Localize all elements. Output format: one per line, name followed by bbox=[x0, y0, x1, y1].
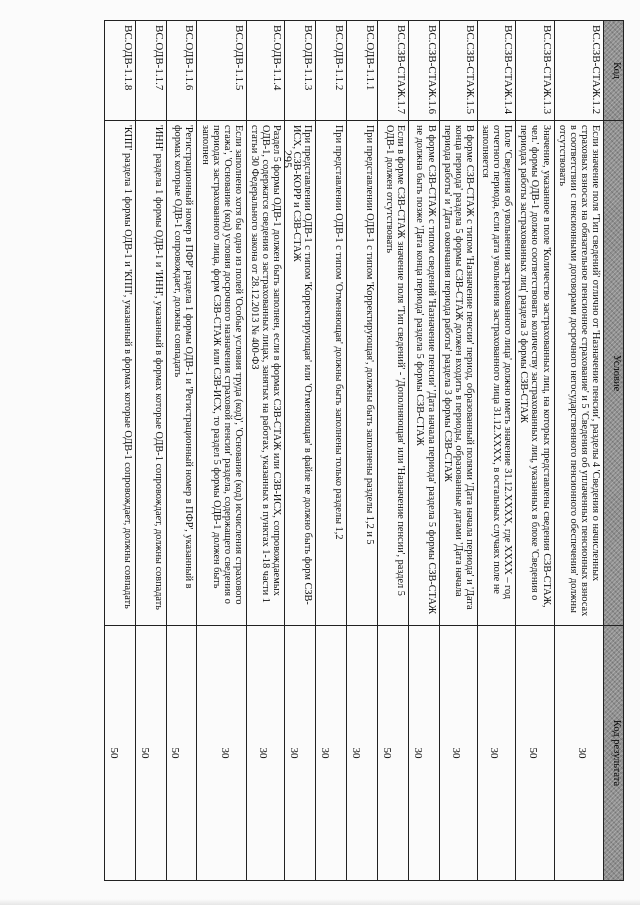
table-row bbox=[246, 21, 284, 881]
rules-table-wrapper bbox=[20, 20, 624, 880]
rule-condition-cell: В форме СЗВ-СТАЖ с типом сведений 'Назначение пенсии' 'Дата начала периода' раздела 5 формы СЗВ-СТАЖ не должна быть позже 'Дата конца периода' раздела 5 формы СЗВ-СТАЖ bbox=[408, 121, 439, 626]
table-row bbox=[439, 21, 477, 881]
table-row bbox=[197, 21, 246, 881]
rule-error-code-cell: 30 bbox=[246, 626, 284, 881]
rule-condition-cell: 'ИНН' раздела 1 формы ОДВ-1 и 'ИНН', указанный в формах которые ОДВ-1 сопровождает, должны совпадать bbox=[135, 121, 166, 626]
rule-condition-cell: 'КПП' раздела 1 формы ОДВ-1 и 'КПП', указанный в формах которые ОДВ-1 сопровождает, должны совпадать bbox=[104, 121, 135, 626]
table-row bbox=[554, 21, 603, 881]
rule-condition-cell: При представлении ОДВ-1 с типом 'Корректирующая', должны быть заполнены разделы 1,2 и 5 bbox=[346, 121, 377, 626]
rule-error-code-cell: 50 bbox=[166, 626, 197, 881]
table-row bbox=[377, 21, 408, 881]
header-row bbox=[604, 21, 624, 881]
rule-code-cell: ВС.СЗВ-СТАЖ.1.5 bbox=[439, 21, 477, 121]
table-row bbox=[104, 21, 135, 881]
rule-condition-cell: Если значение поля 'Тип сведений' отлично от 'Назначение пенсии', разделы 4 'Сведения о начисленных страховых взносах на обязательное пенсионное страхование' и 5 'Сведения об уплаченных пенсионных взносах в соответствии с пенсионными договорами досрочного негосударственного пенсионного обеспечения' должны отсутствовать bbox=[554, 121, 603, 626]
rule-code-cell: ВС.ОДВ-1.1.1 bbox=[346, 21, 377, 121]
header-code: Код bbox=[604, 21, 624, 121]
rule-error-code-cell: 30 bbox=[439, 626, 477, 881]
rule-condition-cell: При представлении ОДВ-1 с типом 'Корректирующая' или 'Отменяющая' в файле не должно быть форм СЗВ-ИСХ, СЗВ-КОРР и СЗВ-СТАЖ bbox=[285, 121, 316, 626]
rule-code-cell: ВС.СЗВ-СТАЖ.1.2 bbox=[554, 21, 603, 121]
rule-code-cell: ВС.ОДВ-1.1.2 bbox=[316, 21, 347, 121]
table-row bbox=[316, 21, 347, 881]
rule-code-cell: ВС.СЗВ-СТАЖ.1.4 bbox=[477, 21, 515, 121]
rule-condition-cell: Если в форме СЗВ-СТАЖ значение поля 'Тип сведений' - 'Дополняющая' или 'Назначение пенсии', раздел 5 ОДВ-1 должен отсутствовать bbox=[377, 121, 408, 626]
table-row bbox=[516, 21, 554, 881]
header-error-code: Код результата bbox=[604, 626, 624, 881]
rule-condition-cell: Раздел 5 формы ОДВ-1 должен быть заполнен, если в формах СЗВ-СТАЖ или СЗВ-ИСХ, сопровождаемых ОДВ-1, содержатся сведения о застрахованных лицах, занятых на работах, указанных в пунктах 1-18 части 1 статьи 30 Федерального закона от 28.12.2013 № 400-ФЗ bbox=[246, 121, 284, 626]
table-header bbox=[604, 21, 624, 881]
rule-error-code-cell: 50 bbox=[135, 626, 166, 881]
rule-code-cell: ВС.ОДВ-1.1.3 bbox=[285, 21, 316, 121]
rule-condition-cell: 'Регистрационный номер в ПФР' раздела 1 формы ОДВ-1 и 'Регистрационный номер в ПФР', указанный в формах которые ОДВ-1 сопровождает, должны совпадать bbox=[166, 121, 197, 626]
rule-error-code-cell: 30 bbox=[316, 626, 347, 881]
rule-error-code-cell: 30 bbox=[197, 626, 246, 881]
rule-condition-cell: Если заполнено хотя бы одно из полей 'Особые условия труда (код)', 'Основание (код) исчисления страхового стажа', 'Основание (код) условия досрочного назначения страховой пенсии' раздела, содержащего сведения о периодах застрахованного лица, форм СЗВ-СТАЖ или СЗВ-ИСХ, то раздел 5 формы ОДВ-1 должен быть заполнен bbox=[197, 121, 246, 626]
rule-error-code-cell: 30 bbox=[554, 626, 603, 881]
rule-condition-cell: В форме СЗВ-СТАЖ с типом 'Назначение пенсии' период, образованный полями 'Дата начала периода' и 'Дата конца периода' раздела 5 формы СЗВ-СТАЖ должен входить в периоды, образованные датами 'Дата начала периода работы' и 'Дата окончания периода работы' раздела 3 формы СЗВ-СТАЖ bbox=[439, 121, 477, 626]
rule-error-code-cell: 50 bbox=[377, 626, 408, 881]
rule-error-code-cell: 50 bbox=[516, 626, 554, 881]
rule-code-cell: ВС.ОДВ-1.1.5 bbox=[197, 21, 246, 121]
page-number: 295 bbox=[281, 150, 295, 168]
rule-condition-cell: Значение, указанное в поле 'Количество застрахованных лиц, на которых представлены сведения СЗВ-СТАЖ, чел.' формы ОДВ-1 должно соответствовать количеству застрахованных лиц, указанных в блоке 'Сведения о периодах работы застрахованных лиц' раздела 3 формы СЗВ-СТАЖ bbox=[516, 121, 554, 626]
rule-error-code-cell: 30 bbox=[477, 626, 515, 881]
rule-code-cell: ВС.СЗВ-СТАЖ.1.6 bbox=[408, 21, 439, 121]
rule-code-cell: ВС.ОДВ-1.1.6 bbox=[166, 21, 197, 121]
table-row bbox=[346, 21, 377, 881]
rule-code-cell: ВС.ОДВ-1.1.7 bbox=[135, 21, 166, 121]
table-row bbox=[408, 21, 439, 881]
rules-table bbox=[104, 20, 624, 881]
rule-error-code-cell: 30 bbox=[408, 626, 439, 881]
rule-error-code-cell: 30 bbox=[285, 626, 316, 881]
rule-code-cell: ВС.СЗВ-СТАЖ.1.3 bbox=[516, 21, 554, 121]
table-row bbox=[285, 21, 316, 881]
scan-edge bbox=[0, 899, 640, 905]
table-row bbox=[477, 21, 515, 881]
rule-condition-cell: Поле 'Сведения об увольнении застрахованного лица' должно иметь значение 31.12.XXXX, где XXXX – год отчетного периода, если дата увольнения застрахованного лица 31.12.XXXX, в остальных случаях поле не заполняется bbox=[477, 121, 515, 626]
table-row bbox=[135, 21, 166, 881]
table-body bbox=[104, 21, 603, 881]
table-row bbox=[166, 21, 197, 881]
rule-condition-cell: При представлении ОДВ-1 с типом 'Отменяющая' должны быть заполнены только разделы 1,2 bbox=[316, 121, 347, 626]
rule-code-cell: ВС.ОДВ-1.1.4 bbox=[246, 21, 284, 121]
rule-error-code-cell: 30 bbox=[346, 626, 377, 881]
header-condition: Условие bbox=[604, 121, 624, 626]
rule-error-code-cell: 50 bbox=[104, 626, 135, 881]
rule-code-cell: ВС.СЗВ-СТАЖ.1.7 bbox=[377, 21, 408, 121]
rule-code-cell: ВС.ОДВ-1.1.8 bbox=[104, 21, 135, 121]
